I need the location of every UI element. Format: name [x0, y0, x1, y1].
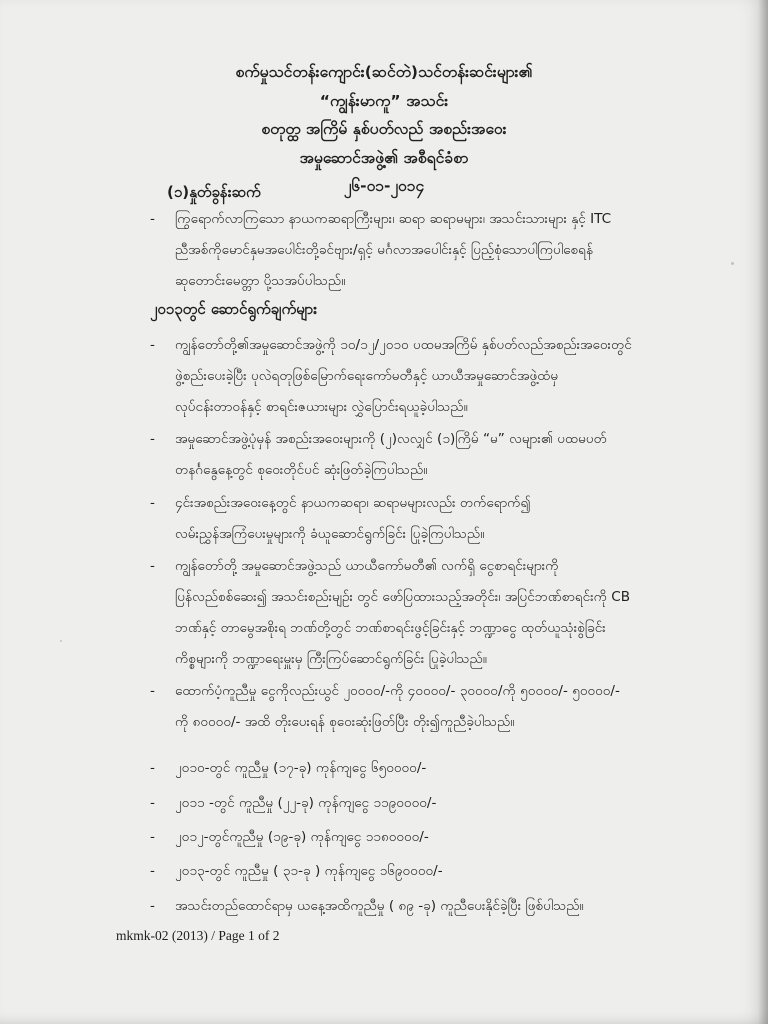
paragraph-line: ဆုတောင်းမေတ္တာ ပို့သအပ်ပါသည်။ [175, 273, 346, 289]
bullet-dash: - [150, 795, 155, 811]
paragraph-line: ၂၀၁၀-တွင် ကူညီမှု (၁၇-ခု) ကုန်ကျငွေ ၆၅၀၀၀၀/- [175, 760, 427, 776]
paragraph-line: လုပ်ငန်းတာဝန်နှင့် စာရင်းဇယားများ လွှဲပြောင်းရယူခဲ့ပါသည်။ [175, 399, 468, 415]
bullet-dash: - [150, 760, 155, 776]
report-date: ၂၆-၀၁-၂၀၁၄ [343, 177, 425, 195]
bullet-dash: - [150, 683, 155, 699]
section-2-title: ၂၀၁၃တွင် ဆောင်ရွက်ချက်များ [150, 300, 318, 318]
paragraph-line: ပြန်လည်စစ်ဆေး၍ အသင်းစည်းမျဉ်း တွင် ဖော်ပြထားသည့်အတိုင်း၊ အပြင်ဘဏ်စာရင်းကို CB [175, 589, 631, 605]
page-footer: mkmk-02 (2013) / Page 1 of 2 [116, 928, 280, 943]
page-edge-shadow [758, 0, 768, 1024]
paragraph-line: တနင်္ဂနွေနေ့တွင် စုဝေးတိုင်ပင် ဆုံးဖြတ်ခဲ့ကြပါသည်။ [175, 462, 428, 478]
paragraph-line: ကျွန်တော်တို့ အမှုဆောင်အဖွဲ့သည် ယာယီကော်မတီ၏ လက်ရှိ ငွေစာရင်းများကို [175, 558, 559, 574]
bullet-dash: - [150, 898, 155, 914]
bullet-dash: - [150, 431, 155, 447]
bullet-dash: - [150, 211, 155, 227]
paragraph-line: ၂၀၁၁ -တွင် ကူညီမှု (၂၂-ခု) ကုန်ကျငွေ ၁၁၉၀၀၀၀/- [175, 795, 437, 811]
bullet-dash: - [150, 863, 155, 879]
header-line-1: စက်မှုသင်တန်းကျောင်း(ဆင်တဲ)သင်တန်းဆင်းများ၏ [235, 63, 533, 81]
paragraph-line: ဖွဲ့စည်းပေးခဲ့ပြီး ပုလဲရတုဖြစ်မြောက်ရေးကော်မတီနှင့် ယာယီအမှုဆောင်အဖွဲ့ထံမှ [175, 368, 559, 384]
paragraph-line: ၂၀၁၃-တွင် ကူညီမှု ( ၃၁-ခု ) ကုန်ကျငွေ ၁၆၉၀၀၀၀/- [175, 863, 443, 879]
header-line-2: “ကျွန်းမာကူ” အသင်း [319, 91, 449, 110]
paragraph-line: အမှုဆောင်အဖွဲ့ပုံမှန် အစည်းအဝေးများကို (၂)လလျှင် (၁)ကြိမ် “မ” လများ၏ ပထမပတ် [175, 431, 607, 447]
paragraph-line: လမ်းညွှန်အကြံပေးမှုများကို ခံယူဆောင်ရွက်ခြင်း ပြုခဲ့ကြပါသည်။ [175, 526, 485, 542]
paragraph-line: ကြွရောက်လာကြသော နာယကဆရာကြီးများ၊ ဆရာ ဆရာမများ၊ အသင်းသားများ နှင့် ITC [175, 211, 612, 227]
paragraph-line: ၄င်းအစည်းအဝေးနေ့တွင် နာယကဆရာ၊ ဆရာမများလည်း တက်ရောက်၍ [175, 495, 531, 511]
header-line-4: အမှုဆောင်အဖွဲ့၏ အစီရင်ခံစာ [299, 148, 469, 167]
bullet-dash: - [150, 337, 155, 353]
bullet-dash: - [150, 558, 155, 574]
bullet-dash: - [150, 829, 155, 845]
scan-speck [60, 640, 62, 642]
section-1-title: (၁)နှုတ်ခွန်းဆက် [167, 183, 261, 201]
scan-speck [731, 262, 734, 265]
document-header [0, 58, 768, 201]
paragraph-line: အသင်းတည်ထောင်ရာမှ ယနေ့အထိကူညီမှု ( ၈၉ -ခု) ကူညီပေးနိုင်ခဲ့ပြီး ဖြစ်ပါသည်။ [175, 898, 584, 914]
paragraph-line: ညီအစ်ကိုမောင်နှမအပေါင်းတို့ခင်ဗျား/ရှင့် မင်္ဂလာအပေါင်းနှင့် ပြည့်စုံသောပါကြပါစေရန် [175, 242, 593, 258]
paragraph-line: ကိစ္စများကို ဘဏ္ဍာရေးမှူးမှ ကြီးကြပ်ဆောင်ရွက်ခြင်း ပြုခဲ့ပါသည်။ [175, 651, 487, 667]
paragraph-line: ကျွန်တော်တို့၏အမှုဆောင်အဖွဲ့ကို ၁၀/၁၂/၂၀၁၀ ပထမအကြိမ် နှစ်ပတ်လည်အစည်းအဝေးတွင် [175, 337, 632, 353]
paragraph-line: ၂၀၁၂-တွင်ကူညီမှု (၁၉-ခု) ကုန်ကျငွေ ၁၁၈၀၀၀၀/- [175, 829, 429, 845]
header-line-3: စတုတ္ထ အကြိမ် နှစ်ပတ်လည် အစည်းအဝေး [261, 120, 507, 138]
bullet-dash: - [150, 495, 155, 511]
paragraph-line: ကို ၈၀၀၀၀/- အထိ တိုးပေးရန် စုဝေးဆုံးဖြတ်ပြီး တိုး၍ကူညီခဲ့ပါသည်။ [175, 714, 515, 730]
paragraph-line: ဘဏ်နှင့် တာမွေအစိုးရ ဘဏ်တို့တွင် ဘဏ်စာရင်းဖွင့်ခြင်းနှင့် ဘဏ္ဍာငွေ ထုတ်ယူသုံးစွဲခြင်း [175, 620, 606, 636]
paragraph-line: ထောက်ပံ့ကူညီမှု ငွေကိုလည်းယွင် ၂၀၀၀၀/-ကို ၄၀၀၀၀/- ၃၀၀၀၀/ကို ၅၀၀၀၀/- ၅၀၀၀၀/- [175, 683, 620, 699]
